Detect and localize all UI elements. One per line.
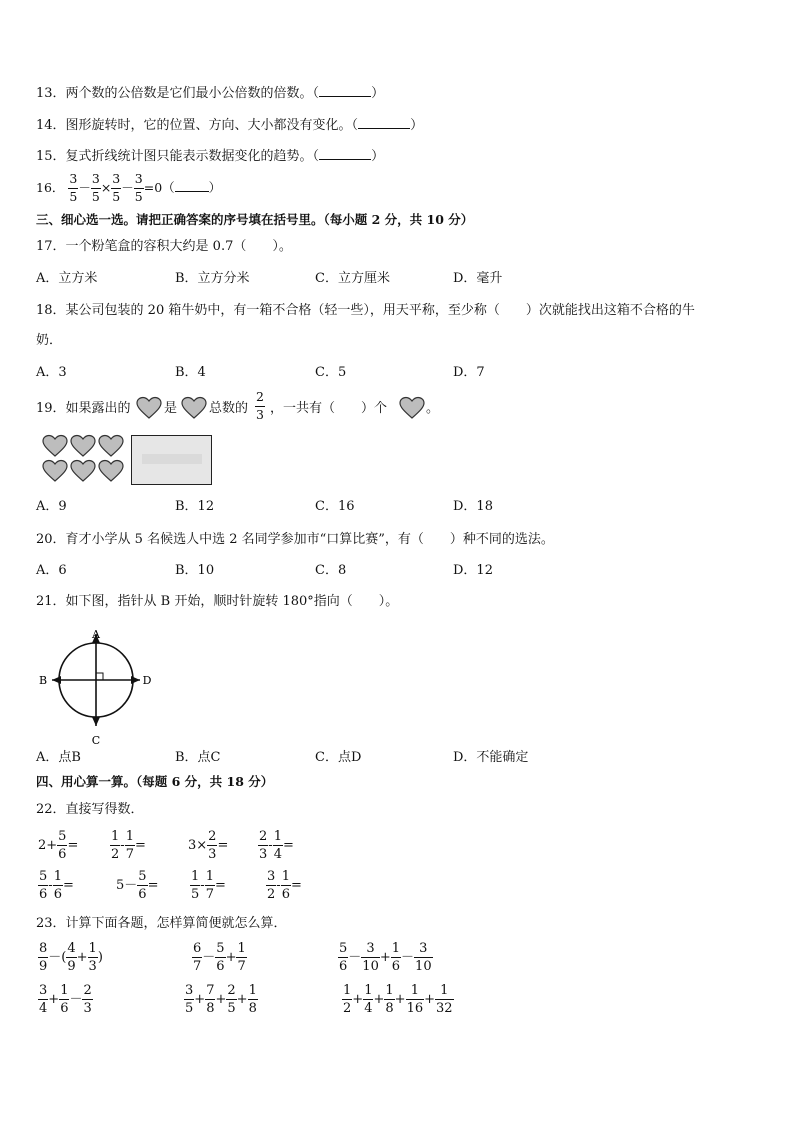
compass-diagram — [38, 626, 158, 746]
numerator: 1 — [125, 829, 134, 844]
q16-number: 16． — [36, 179, 65, 195]
operator: － — [202, 950, 216, 965]
numerator: 6 — [193, 941, 202, 956]
q19-text-1: 19．如果露出的 — [36, 401, 131, 416]
arrow-right-icon — [131, 676, 140, 684]
label-c: C — [91, 734, 101, 746]
denominator: 8 — [206, 1001, 215, 1016]
fraction — [205, 870, 215, 901]
numerator: 5 — [39, 869, 48, 884]
q22-r1-item-3 — [188, 830, 228, 861]
heart-icon — [42, 459, 68, 483]
denominator: 5 — [227, 1001, 236, 1016]
heart-icon — [70, 459, 96, 483]
numerator: 1 — [343, 983, 352, 998]
denominator: 3 — [83, 1001, 92, 1016]
heart-icon — [98, 459, 124, 483]
q20-option-a[interactable]: A．6 — [36, 563, 67, 578]
label-d: D — [142, 674, 152, 687]
q22-r2-item-2 — [116, 870, 158, 901]
q22-r2-item-1 — [38, 870, 74, 901]
q23-text: 23．计算下面各题，怎样算简便就怎么算． — [36, 916, 287, 931]
fraction — [184, 984, 194, 1015]
operator: + — [424, 992, 436, 1007]
q22-text: 22．直接写得数． — [36, 802, 144, 817]
denominator: 7 — [125, 847, 134, 862]
numerator: 1 — [205, 869, 214, 884]
q18-line-1: 18．某公司包装的 20 箱牛奶中，有一箱不合格（轻一些），用天平称，至少称（ ）次就能找出这箱不合格的牛 — [36, 303, 695, 318]
denominator: 2 — [343, 1001, 352, 1016]
q22-r1-item-4 — [258, 830, 294, 861]
denominator: 3 — [259, 847, 268, 862]
equals-sign: = — [67, 838, 79, 853]
denominator: 6 — [53, 887, 62, 902]
q19-option-d[interactable]: D．18 — [453, 499, 493, 514]
denominator: 3 — [88, 959, 97, 974]
q16-frac-1 — [68, 173, 78, 203]
denominator: 6 — [281, 887, 290, 902]
fraction — [226, 984, 236, 1015]
numerator: 1 — [237, 941, 246, 956]
q17-option-b[interactable]: B．立方分米 — [175, 271, 250, 286]
numerator: 8 — [39, 941, 48, 956]
numerator: 1 — [248, 983, 257, 998]
label-b: B — [38, 674, 48, 687]
q21-option-b[interactable]: B．点C — [175, 750, 221, 765]
numerator: 7 — [206, 983, 215, 998]
operator: + — [379, 950, 391, 965]
denominator: 7 — [205, 887, 214, 902]
numerator: 3 — [361, 942, 380, 958]
covered-box — [131, 435, 212, 485]
arrow-down-icon — [92, 717, 100, 726]
q19-option-b[interactable]: B．12 — [175, 499, 215, 514]
fraction — [391, 942, 401, 973]
numerator: 1 — [191, 869, 200, 884]
denominator: 6 — [138, 887, 147, 902]
heart-icon — [181, 396, 207, 420]
section-4-title: 四、用心算一算。（每题 6 分，共 18 分） — [36, 774, 274, 789]
operator: + — [215, 992, 227, 1007]
q17-option-c[interactable]: C．立方厘米 — [315, 271, 390, 286]
prefix: 3× — [188, 838, 208, 853]
fraction — [192, 942, 202, 973]
equals-sign: = — [290, 878, 302, 893]
operator: + — [352, 992, 364, 1007]
q15-answer-blank[interactable] — [319, 148, 371, 160]
fraction — [110, 830, 120, 861]
numerator: 1 — [53, 869, 62, 884]
q13-answer-blank[interactable] — [319, 85, 371, 97]
fraction — [207, 830, 217, 861]
denominator: 5 — [91, 188, 100, 204]
fraction — [414, 942, 433, 973]
q13-close: ） — [371, 86, 385, 101]
fraction — [88, 942, 98, 973]
operator: + — [236, 992, 248, 1007]
right-angle-mark — [96, 673, 103, 680]
fraction — [363, 984, 373, 1015]
q19-text-4: ，一共有（ ）个 — [270, 401, 388, 416]
equals-sign: = — [214, 878, 226, 893]
numerator: 2 — [227, 983, 236, 998]
heart-icon — [98, 434, 124, 458]
q16-frac-4 — [134, 173, 144, 203]
q18-option-d[interactable]: D．7 — [453, 365, 485, 380]
numerator: 1 — [391, 941, 401, 956]
q19-text-5: 。 — [426, 401, 440, 416]
denominator: 5 — [185, 1001, 194, 1016]
prefix: 5－ — [116, 878, 138, 893]
numerator: 1 — [88, 941, 97, 956]
operator: － — [69, 992, 83, 1007]
fraction — [38, 984, 48, 1015]
q17-text: 17．一个粉笔盒的容积大约是 0.7（ ）。 — [36, 239, 292, 254]
operator: - — [268, 838, 273, 853]
times-sign: × — [100, 179, 112, 195]
denominator: 2 — [267, 887, 276, 902]
heart-icon — [70, 434, 96, 458]
numerator: 1 — [60, 983, 69, 998]
fraction — [66, 942, 76, 973]
operator: + — [76, 950, 88, 965]
q20-option-b[interactable]: B．10 — [175, 563, 215, 578]
numerator: 2 — [83, 983, 92, 998]
q22-r1-item-1 — [38, 830, 78, 861]
numerator: 3 — [185, 983, 194, 998]
operator: －( — [48, 950, 67, 965]
numerator: 5 — [339, 941, 348, 956]
arrow-left-icon — [52, 676, 61, 684]
q20-text: 20．育才小学从 5 名候选人中选 2 名同学参加市“口算比赛”，有（ ）种不同的选法。 — [36, 532, 554, 547]
q18-option-b[interactable]: B．4 — [175, 365, 206, 380]
q22-r2-item-4 — [266, 870, 302, 901]
q21-option-d[interactable]: D．不能确定 — [453, 750, 529, 765]
q13-number: 13． — [36, 86, 66, 101]
numerator: 1 — [281, 869, 290, 884]
denominator: 4 — [364, 1001, 373, 1016]
label-a: A — [92, 628, 100, 641]
denominator: 7 — [237, 959, 246, 974]
q14-number: 14． — [36, 118, 66, 133]
fraction — [281, 870, 291, 901]
fraction — [248, 984, 258, 1015]
denominator: 5 — [69, 188, 78, 204]
denominator: 6 — [391, 959, 401, 974]
q18-line-2: 奶． — [36, 333, 63, 348]
fraction — [273, 830, 283, 861]
denominator: 2 — [111, 847, 120, 862]
numerator: 1 — [435, 984, 454, 1000]
operator: - — [276, 878, 281, 893]
q15-text: 复式折线统计图只能表示数据变化的趋势。（ — [65, 149, 320, 164]
fraction — [361, 942, 380, 973]
fraction — [38, 942, 48, 973]
prefix: 2+ — [38, 838, 58, 853]
fraction — [57, 830, 67, 861]
fraction — [82, 984, 92, 1015]
numerator: 3 — [68, 173, 78, 189]
fraction — [215, 942, 225, 973]
box-texture — [142, 454, 202, 464]
fraction — [190, 870, 200, 901]
denominator: 8 — [385, 1001, 394, 1016]
heart-icon — [399, 396, 425, 420]
fraction — [384, 984, 394, 1015]
numerator: 2 — [255, 391, 265, 407]
operator: + — [194, 992, 206, 1007]
denominator: 4 — [273, 847, 282, 862]
q17-option-d[interactable]: D．毫升 — [453, 271, 503, 286]
q22-r1-item-2 — [110, 830, 146, 861]
operator: + — [225, 950, 237, 965]
heart-icon — [136, 396, 162, 420]
fraction — [59, 984, 69, 1015]
denominator: 5 — [191, 887, 200, 902]
equals-sign: = — [134, 838, 146, 853]
fraction — [406, 984, 425, 1015]
operator: - — [48, 878, 53, 893]
fraction — [435, 984, 454, 1015]
numerator: 5 — [58, 829, 67, 844]
denominator: 3 — [208, 847, 217, 862]
q23-expr-5 — [184, 984, 258, 1015]
fraction — [205, 984, 215, 1015]
operator: + — [373, 992, 385, 1007]
question-16 — [36, 173, 221, 203]
question-15 — [36, 148, 384, 163]
q19-option-a[interactable]: A．9 — [36, 499, 67, 514]
operator: + — [48, 992, 60, 1007]
question-13 — [36, 85, 384, 100]
q14-text: 图形旋转时，它的位置、方向、大小都没有变化。（ — [65, 118, 359, 133]
denominator: 7 — [193, 959, 202, 974]
close-paren: ) — [97, 950, 103, 965]
q16-frac-2 — [91, 173, 101, 203]
q23-expr-4 — [38, 984, 93, 1015]
numerator: 5 — [138, 869, 147, 884]
q16-close: ） — [208, 179, 222, 195]
q18-option-a[interactable]: A．3 — [36, 365, 67, 380]
fraction — [258, 830, 268, 861]
denominator: 6 — [39, 887, 48, 902]
heart-icon — [42, 434, 68, 458]
numerator: 1 — [385, 983, 394, 998]
q23-expr-2 — [192, 942, 247, 973]
q23-expr-6 — [342, 984, 454, 1015]
fraction — [125, 830, 135, 861]
numerator: 2 — [208, 829, 217, 844]
denominator: 5 — [134, 188, 143, 204]
q14-answer-blank[interactable] — [358, 117, 410, 129]
question-14 — [36, 117, 423, 132]
operator: - — [120, 838, 125, 853]
q20-option-c[interactable]: C．8 — [315, 563, 347, 578]
denominator: 6 — [60, 1001, 69, 1016]
operator: － — [348, 950, 362, 965]
denominator: 6 — [339, 959, 348, 974]
numerator: 1 — [406, 984, 425, 1000]
q19-fraction — [255, 391, 265, 421]
denominator: 5 — [112, 188, 121, 204]
q20-option-d[interactable]: D．12 — [453, 563, 493, 578]
numerator: 1 — [364, 983, 373, 998]
q14-close: ） — [410, 118, 424, 133]
equals-zero: =0（ — [143, 179, 175, 195]
fraction — [338, 942, 348, 973]
numerator: 3 — [267, 869, 276, 884]
denominator: 4 — [39, 1001, 48, 1016]
denominator: 6 — [58, 847, 67, 862]
denominator: 3 — [256, 406, 264, 422]
numerator: 3 — [414, 942, 433, 958]
operator: － — [401, 950, 415, 965]
numerator: 3 — [134, 173, 144, 189]
numerator: 5 — [216, 941, 225, 956]
numerator: 2 — [259, 829, 268, 844]
q16-answer-blank[interactable] — [175, 180, 209, 192]
fraction — [53, 870, 63, 901]
denominator: 16 — [406, 1001, 424, 1016]
numerator: 3 — [111, 173, 121, 189]
q21-option-c[interactable]: C．点D — [315, 750, 362, 765]
q18-option-c[interactable]: C．5 — [315, 365, 347, 380]
fraction — [137, 870, 147, 901]
minus-sign: － — [121, 179, 134, 195]
q22-r2-item-3 — [190, 870, 226, 901]
q19-text-3: 总数的 — [209, 401, 249, 416]
denominator: 32 — [436, 1001, 453, 1016]
operator: + — [394, 992, 406, 1007]
q15-close: ） — [371, 149, 385, 164]
equals-sign: = — [217, 838, 229, 853]
operator: - — [200, 878, 205, 893]
numerator: 1 — [273, 829, 282, 844]
fraction — [236, 942, 246, 973]
fraction — [266, 870, 276, 901]
q19-text-2: 是 — [164, 401, 178, 416]
numerator: 1 — [111, 829, 120, 844]
denominator: 9 — [39, 959, 48, 974]
q19-option-c[interactable]: C．16 — [315, 499, 355, 514]
q16-frac-3 — [111, 173, 121, 203]
equals-sign: = — [147, 878, 159, 893]
q17-option-a[interactable]: A．立方米 — [36, 271, 98, 286]
q13-text: 两个数的公倍数是它们最小公倍数的倍数。（ — [65, 86, 320, 101]
q15-number: 15． — [36, 149, 66, 164]
q21-option-a[interactable]: A．点B — [36, 750, 81, 765]
numerator: 3 — [39, 983, 48, 998]
denominator: 9 — [67, 959, 76, 974]
q23-expr-3 — [338, 942, 433, 973]
q21-text: 21．如下图，指针从 B 开始，顺时针旋转 180°指向（ ）。 — [36, 594, 399, 609]
fraction — [342, 984, 352, 1015]
q23-expr-1 — [38, 942, 103, 973]
equals-sign: = — [62, 878, 74, 893]
denominator: 10 — [362, 959, 379, 974]
section-3-title: 三、细心选一选。请把正确答案的序号填在括号里。（每小题 2 分，共 10 分） — [36, 212, 474, 227]
equals-sign: = — [282, 838, 294, 853]
minus-sign: － — [78, 179, 91, 195]
numerator: 3 — [91, 173, 101, 189]
denominator: 6 — [216, 959, 225, 974]
denominator: 8 — [248, 1001, 257, 1016]
numerator: 4 — [67, 941, 76, 956]
denominator: 10 — [415, 959, 432, 974]
fraction — [38, 870, 48, 901]
